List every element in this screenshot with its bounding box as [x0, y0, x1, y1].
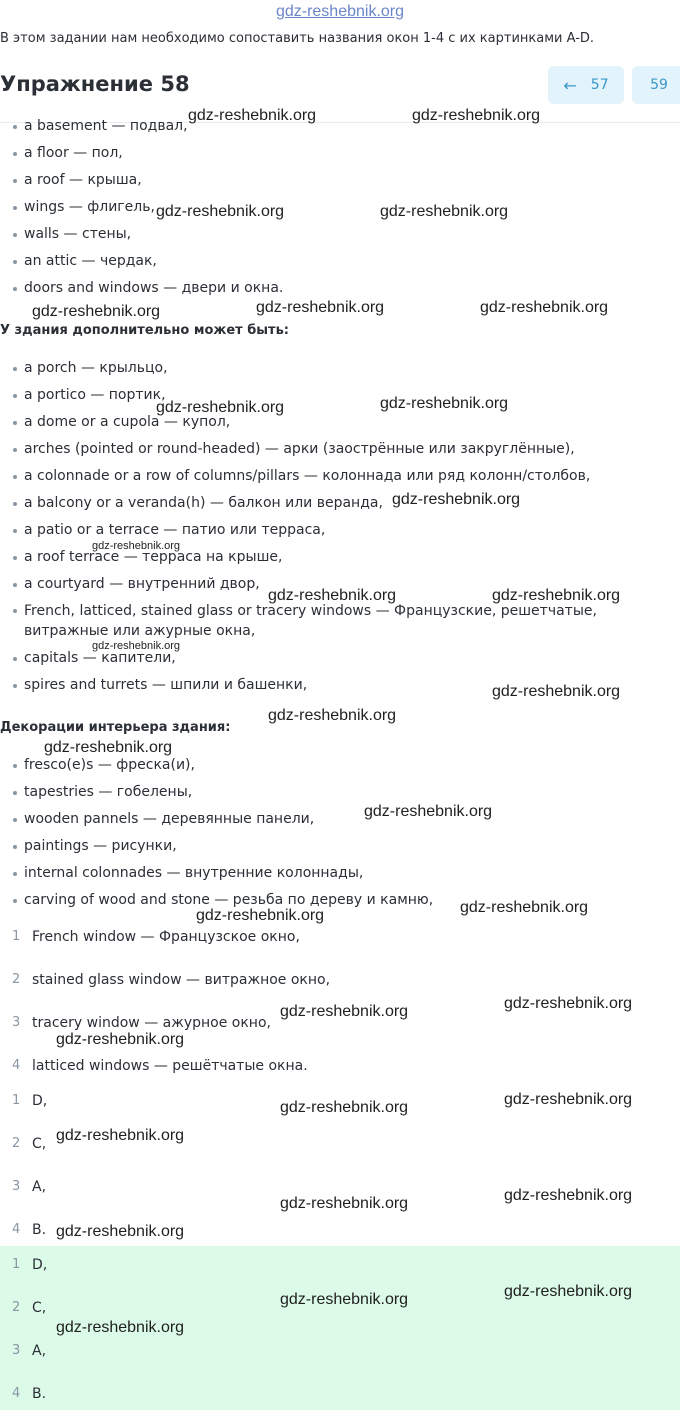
- bullet: [13, 609, 17, 613]
- list-item: arches (pointed or round-headed) — арки (заострённые или закруглённые),: [0, 436, 597, 463]
- watermark: gdz-reshebnik.org: [280, 1099, 409, 1116]
- interior-decor-list: [0, 752, 433, 914]
- bullet: [13, 845, 17, 849]
- watermark: gdz-reshebnik.org: [364, 803, 493, 820]
- watermark: gdz-reshebnik.org: [380, 395, 509, 412]
- bullet: [13, 421, 17, 425]
- bullet: [13, 287, 17, 291]
- bullet: [13, 394, 17, 398]
- watermark: gdz-reshebnik.org: [44, 739, 173, 756]
- list-item: a basement — подвал,: [0, 113, 283, 140]
- watermark: gdz-reshebnik.org: [504, 1283, 633, 1300]
- bullet: [13, 764, 17, 768]
- list-item: an attic — чердак,: [0, 248, 283, 275]
- list-item: wings — флигель,: [0, 194, 283, 221]
- list-item: tapestries — гобелены,: [0, 779, 433, 806]
- site-logo[interactable]: gdz-reshebnik.org: [275, 3, 405, 20]
- list-item: a balcony or a veranda(h) — балкон или веранда,: [0, 490, 597, 517]
- list-item: a porch — крыльцо,: [0, 355, 597, 382]
- bullet: [13, 502, 17, 506]
- bullet: [13, 125, 17, 129]
- list-item: a dome or a cupola — купол,: [0, 409, 597, 436]
- list-item: a patio or a terrace — патио или терраса,: [0, 517, 597, 544]
- watermark: gdz-reshebnik.org: [280, 1195, 409, 1212]
- watermark: gdz-reshebnik.org: [504, 1187, 633, 1204]
- next-exercise-label: 59: [650, 77, 668, 93]
- list-item: a colonnade or a row of columns/pillars — колоннада или ряд колонн/столбов,: [0, 463, 597, 490]
- watermark: gdz-reshebnik.org: [460, 899, 589, 916]
- list-item: carving of wood and stone — резьба по дереву и камню,: [0, 887, 433, 914]
- arrow-left-icon: ←: [563, 75, 577, 95]
- watermark: gdz-reshebnik.org: [156, 399, 285, 416]
- bullet: [13, 791, 17, 795]
- watermark: gdz-reshebnik.org: [492, 683, 621, 700]
- watermark: gdz-reshebnik.org: [268, 587, 397, 604]
- watermark: gdz-reshebnik.org: [256, 299, 385, 316]
- bullet: [13, 260, 17, 264]
- watermark: gdz-reshebnik.org: [280, 1003, 409, 1020]
- watermark: gdz-reshebnik.org: [92, 540, 181, 552]
- bullet: [13, 657, 17, 661]
- list-item: a floor — пол,: [0, 140, 283, 167]
- watermark: gdz-reshebnik.org: [56, 1031, 185, 1048]
- watermark: gdz-reshebnik.org: [492, 587, 621, 604]
- bullet: [13, 583, 17, 587]
- page-title: Упражнение 58: [0, 72, 190, 96]
- subheading-interior: Декорации интерьера здания:: [0, 720, 231, 735]
- watermark: gdz-reshebnik.org: [92, 640, 181, 652]
- watermark: gdz-reshebnik.org: [56, 1319, 185, 1336]
- task-intro: В этом задании нам необходимо сопоставить названия окон 1-4 с их картинками A-D.: [0, 31, 595, 46]
- list-item: internal colonnades — внутренние колоннады,: [0, 860, 433, 887]
- watermark: gdz-reshebnik.org: [268, 707, 397, 724]
- bullet: [13, 556, 17, 560]
- list-item: fresco(e)s — фреска(и),: [0, 752, 433, 779]
- watermark: gdz-reshebnik.org: [504, 995, 633, 1012]
- watermark: gdz-reshebnik.org: [196, 907, 325, 924]
- bullet: [13, 179, 17, 183]
- next-exercise-button[interactable]: [632, 66, 680, 104]
- list-item: a roof — крыша,: [0, 167, 283, 194]
- prev-exercise-button[interactable]: [548, 66, 624, 104]
- additional-features-list: [0, 355, 597, 699]
- bullet: [13, 872, 17, 876]
- list-item: a roof terrace — терраса на крыше,: [0, 544, 597, 571]
- watermark: gdz-reshebnik.org: [188, 107, 317, 124]
- bullet: [13, 448, 17, 452]
- watermark: gdz-reshebnik.org: [56, 1127, 185, 1144]
- list-item: capitals — капители,: [0, 645, 597, 672]
- list-item: wooden pannels — деревянные панели,: [0, 806, 433, 833]
- watermark: gdz-reshebnik.org: [480, 299, 609, 316]
- subheading-additional: У здания дополнительно может быть:: [0, 323, 289, 338]
- list-item: a portico — портик,: [0, 382, 597, 409]
- bullet: [13, 367, 17, 371]
- watermark: gdz-reshebnik.org: [156, 203, 285, 220]
- list-item: doors and windows — двери и окна.: [0, 275, 283, 302]
- bullet: [13, 529, 17, 533]
- bullet: [13, 206, 17, 210]
- bullet: [13, 899, 17, 903]
- watermark: gdz-reshebnik.org: [32, 303, 161, 320]
- list-item: French, latticed, stained glass or tracery windows — Французские, решетчатые, витражные или ажурные окна,: [0, 598, 597, 645]
- bullet: [13, 152, 17, 156]
- prev-exercise-label: 57: [590, 77, 609, 93]
- bullet: [13, 233, 17, 237]
- bullet: [13, 684, 17, 688]
- watermark: gdz-reshebnik.org: [392, 491, 521, 508]
- list-item: paintings — рисунки,: [0, 833, 433, 860]
- list-item: walls — стены,: [0, 221, 283, 248]
- watermark: gdz-reshebnik.org: [380, 203, 509, 220]
- list-item: a courtyard — внутренний двор,: [0, 571, 597, 598]
- building-parts-list: [0, 113, 283, 302]
- bullet: [13, 475, 17, 479]
- answer-box: 1 D, 2 C, 3 A, 4 B.: [0, 1246, 680, 1410]
- watermark: gdz-reshebnik.org: [280, 1291, 409, 1308]
- list-item: spires and turrets — шпили и башенки,: [0, 672, 597, 699]
- bullet: [13, 818, 17, 822]
- watermark: gdz-reshebnik.org: [412, 107, 541, 124]
- watermark: gdz-reshebnik.org: [56, 1223, 185, 1240]
- watermark: gdz-reshebnik.org: [504, 1091, 633, 1108]
